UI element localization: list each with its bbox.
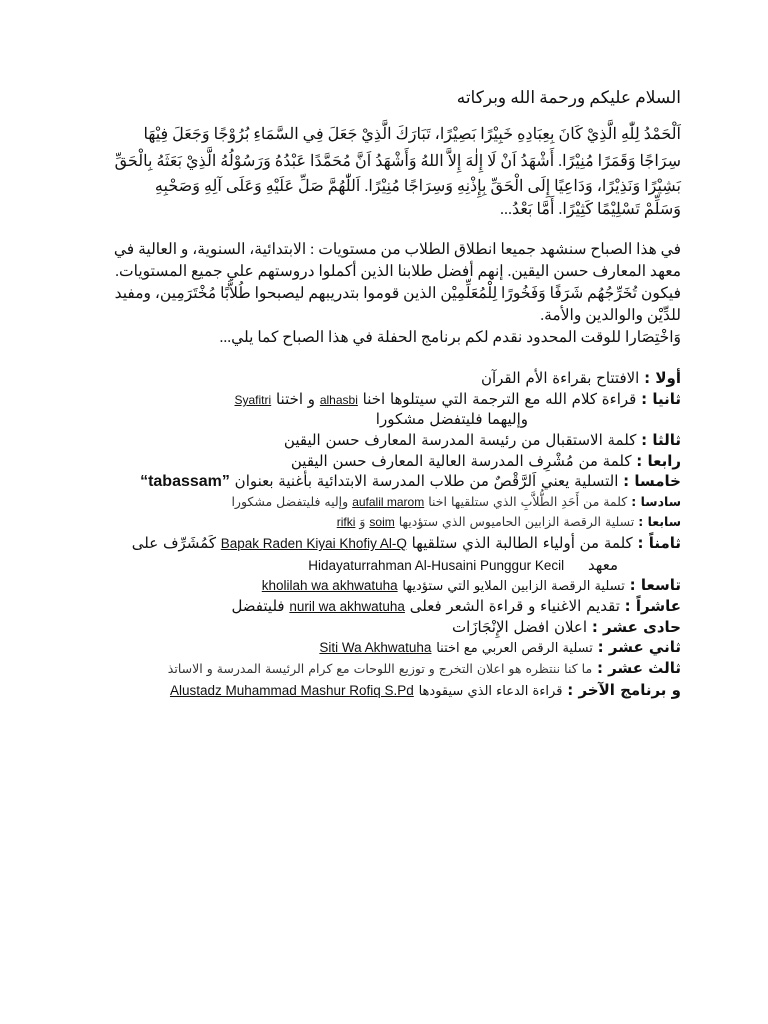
item-text: اعلان افضل الإِنْجَازَات (452, 618, 588, 636)
item-text: كلمة الاستقبال من رئيسة المدرسة المعارف حسن اليقين (283, 431, 637, 449)
item-label: و برنامج الآخر : (567, 681, 681, 699)
program-item-1 (481, 369, 681, 387)
item-label: عاشراً : (624, 597, 681, 615)
program-item-13 (168, 659, 681, 677)
intro-line: للدِّيْن والوالدين والأمة. (540, 307, 681, 324)
item-label: ثامناً : (637, 534, 681, 552)
item-text: كَمُشَرِّف على (131, 534, 216, 552)
program-item-6 (231, 494, 681, 509)
item-label: سادسا : (631, 494, 681, 509)
item-text: قراءة كلام الله مع الترجمة التي سيتلوها اخنا (362, 390, 637, 408)
institution-name: Hidayaturrahman Al-Husaini Punggur Kecil (308, 558, 565, 573)
performer-name: nuril wa akhwatuha (289, 599, 405, 614)
opening-line: وَسَلِّمْ تَسْلِيْمًا كَثِيْرًا. أَمَّا بَعْدُ... (499, 201, 681, 218)
intro-line: معهد المعارف حسن اليقين. إنهم أفضل طلابنا الذين أكملوا دروستهم علي جميع المستويات. (115, 263, 681, 280)
item-text: معهد (587, 556, 618, 574)
item-text: التسلية يعني اَلرَّقْصٌ من طلاب المدرسة الابتدائية بأغنية بعنوان (234, 472, 619, 490)
intro-line: وَاخْتِصَارا للوقت المحدود نقدم لكم برنامج الحفلة في هذا الصباح كما يلي... (219, 329, 681, 346)
item-text: تقديم الاغنياء و قراءة الشعر فعلى (409, 597, 620, 615)
program-item-3 (284, 431, 681, 449)
item-label: أولا : (644, 369, 681, 387)
song-title: “tabassam” (140, 473, 230, 490)
item-label: ثالثا : (641, 431, 681, 449)
item-text: وَ (359, 514, 366, 529)
program-item-5 (140, 472, 681, 491)
item-text: قراءة الدعاء الذي سيقودها (418, 684, 563, 699)
performer-name: Siti Wa Akhwatuha (319, 640, 432, 655)
performer-name: kholilah wa akhwatuha (261, 578, 398, 593)
item-text: وإليه فليتفضل مشكورا (231, 494, 349, 509)
program-item-7 (337, 514, 681, 529)
item-text: ما كنا ننتظره هو اعلان التخرج و توزيع اللوحات مع كرام الرئيسة المدرسة و الاساتذ (167, 661, 593, 676)
item-text: كلمة من مُشْرِف المدرسة العالية المعارف حسن اليقين (290, 452, 632, 470)
program-item-8 (132, 534, 681, 552)
greeting: السلام عليكم ورحمة الله وبركاته (456, 88, 681, 107)
speaker-name: Bapak Raden Kiyai Khofiy Al-Q (220, 536, 407, 551)
opening-line: سِرَاجًا وَقَمَرًا مُنِيْرًا. أَشْهَدُ اَنْ لَا إِلٰهَ إِلاَّ اللهُ وَأَشْهَدُ اَنَّ مُحَمَّدًا عَبْدُهُ وَرَسُوْلُهُ الَّذِيْ بَعَثَهُ بِالْحَقِّ (114, 153, 681, 170)
item-text: كلمة من أولياء الطالبة الذي ستلقيها (411, 534, 633, 552)
program-item-14 (170, 681, 681, 699)
speaker-name: aufalil marom (352, 495, 425, 509)
item-text: و اختنا (275, 390, 316, 408)
intro-line: في هذا الصباح سنشهد جميعا انطلاق الطلاب من مستويات : الابتدائية، السنوية، و العالية في (113, 241, 681, 258)
program-item-8-continued (308, 556, 618, 574)
item-label: رابعا : (636, 452, 681, 470)
program-item-10 (231, 597, 681, 615)
item-label: ثانيا : (641, 390, 681, 408)
program-item-2 (235, 390, 682, 408)
item-text: تسلية الرقصة الزابين الحاميوس الذي ستؤديها (398, 514, 635, 529)
program-item-9 (262, 576, 681, 594)
item-text: تسلية الرقص العربي مع اختنا (436, 641, 593, 656)
program-item-12 (319, 638, 681, 656)
item-text: كلمة من أَحَدِ الطُّلاَّبِ الذي ستلقيها اخنا (428, 494, 628, 509)
program-item-2-continued: وإليهما فليتفضل مشكورا (375, 410, 528, 428)
intro-line: فيكون تُخَرِّجُهُم شَرَفًا وَفَخُورًا لِلْمُعَلِّمِيْن الذين قوموا بتدريبهم ليصبحوا طُلاَّبًا مُخْتَرَمِين، ومفيد (114, 285, 681, 302)
item-label: ثالث عشر : (596, 659, 681, 677)
item-text: الافتتاح بقراءة الأم القرآن (480, 369, 640, 387)
item-label: خامسا : (623, 472, 681, 490)
opening-line: اَلْحَمْدُ لِلّٰهِ الَّذِيْ كَانَ بِعِبَادِهِ خَبِيْرًا بَصِيْرًا، تَبَارَكَ الَّذِيْ جَعَلَ فِي السَّمَاءِ بُرُوْجًا وَجَعَلَ فِيْهَا (143, 126, 681, 143)
item-text: تسلية الرقصة الزابين الملايو التي ستؤديها (402, 579, 625, 594)
reader-name: alhasbi (319, 393, 358, 407)
item-label: ثاني عشر : (597, 638, 681, 656)
item-label: سابعا : (638, 514, 681, 529)
performer-name: rifki (336, 515, 356, 529)
opening-line: بَشِيْرًا وَنَذِيْرًا، وَدَاعِيًا إِلَى الْحَقِّ بِإِذْنِهِ وَسِرَاجًا مُنِيْرًا. اَللّٰهُمَّ صَلِّ عَلَيْهِ وَعَلَى آلِهِ وَصَحْبِهِ (154, 178, 681, 195)
item-label: تاسعا : (629, 576, 681, 594)
performer-name: soim (369, 515, 395, 529)
item-label: حادى عشر : (591, 618, 681, 636)
program-item-11 (452, 618, 681, 636)
item-text: فليتفضل (231, 597, 285, 615)
program-item-4 (291, 452, 681, 470)
imam-name: Alustadz Muhammad Mashur Rofiq S.Pd (169, 683, 414, 698)
reader-name: Syafitri (234, 393, 272, 407)
